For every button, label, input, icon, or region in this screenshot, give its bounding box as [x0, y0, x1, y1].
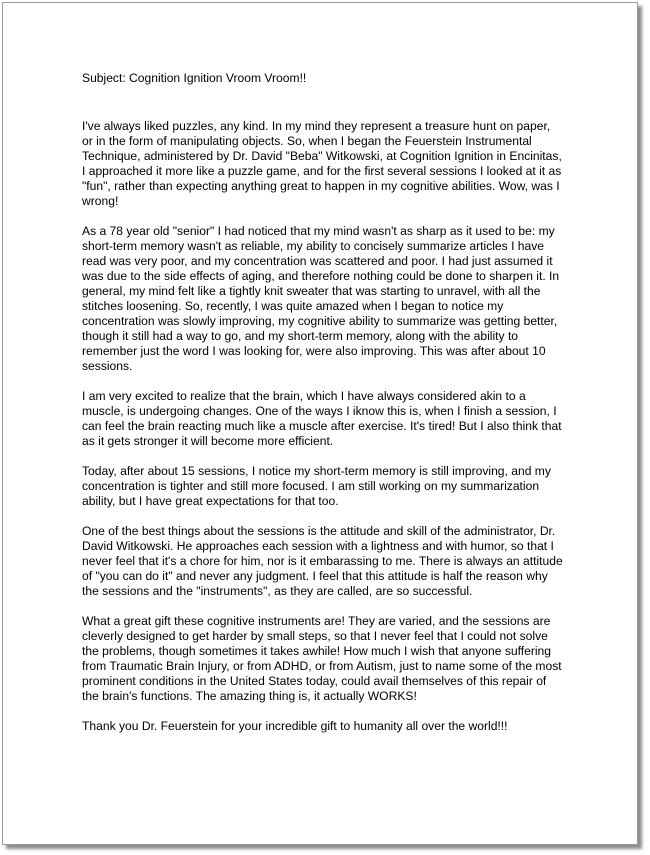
paragraph-great-gift: What a great gift these cognitive instruments are! They are varied, and the sessions are cleverly designed to get harder by small steps, so that I never feel that I could not solve the problems, though sometimes it takes awhile! How much I wish that anyone suffering from Traumatic Brain Injury, or from ADHD, or from Autism, just to name some of the most prominent conditions in the United States today, could avail themselves of this repair of the brain's functions. The amazing thing is, it actually WORKS!	[82, 614, 562, 703]
subject-line: Subject: Cognition Ignition Vroom Vroom!!	[82, 71, 307, 85]
document-page	[2, 2, 638, 845]
paragraph-fifteen-sessions: Today, after about 15 sessions, I notice my short-term memory is still improving, and my concentration is tighter and still more focused. I am still working on my summarization ability, but I have great expectations for that too.	[82, 464, 551, 508]
letter-body	[82, 71, 564, 749]
paragraph-thank-you: Thank you Dr. Feuerstein for your incredible gift to humanity all over the world!!!	[82, 719, 508, 733]
paragraph-brain-muscle: I am very excited to realize that the brain, which I have always considered akin to a muscle, is undergoing changes. One of the ways I iknow this is, when I finish a session, I can feel the brain reacting much like a muscle after exercise. It's tired! But I also think that as it gets stronger it will become more efficient.	[82, 389, 562, 448]
paragraph-senior-memory: As a 78 year old "senior" I had noticed that my mind wasn't as sharp as it used to be: my short-term memory wasn't as reliable, my ability to concisely summarize articles I have read was very poor, and my concentration was scattered and poor. I had just assumed it was due to the side effects of aging, and therefore nothing could be done to sharpen it. In general, my mind felt like a tightly knit sweater that was starting to unravel, with all the stitches loosening. So, recently, I was quite amazed when I began to notice my concentration was slowly improving, my cognitive ability to summarize was getting better, though it still had a way to go, and my short-term memory, along with the ability to remember just the word I was looking for, were also improving. This was after about 10 sessions.	[82, 224, 560, 373]
paragraph-puzzles: I've always liked puzzles, any kind. In my mind they represent a treasure hunt on paper, or in the form of manipulating objects. So, when I began the Feuerstein Instrumental Technique, administered by Dr. David "Beba" Witkowski, at Cognition Ignition in Encinitas, I approached it more like a puzzle game, and for the first several sessions I looked at it as "fun", rather than expecting anything great to happen in my cognitive abilities. Wow, was I wrong!	[82, 119, 562, 208]
paragraph-administrator: One of the best things about the sessions is the attitude and skill of the administrator, Dr. David Witkowski. He approaches each session with a lightness and with humor, so that I never feel that it's a chore for him, nor is it embarassing to me. There is always an attitude of "you can do it" and never any judgment. I feel that this attitude is half the reason why the sessions and the "instruments", as they are called, are so successful.	[82, 524, 563, 598]
